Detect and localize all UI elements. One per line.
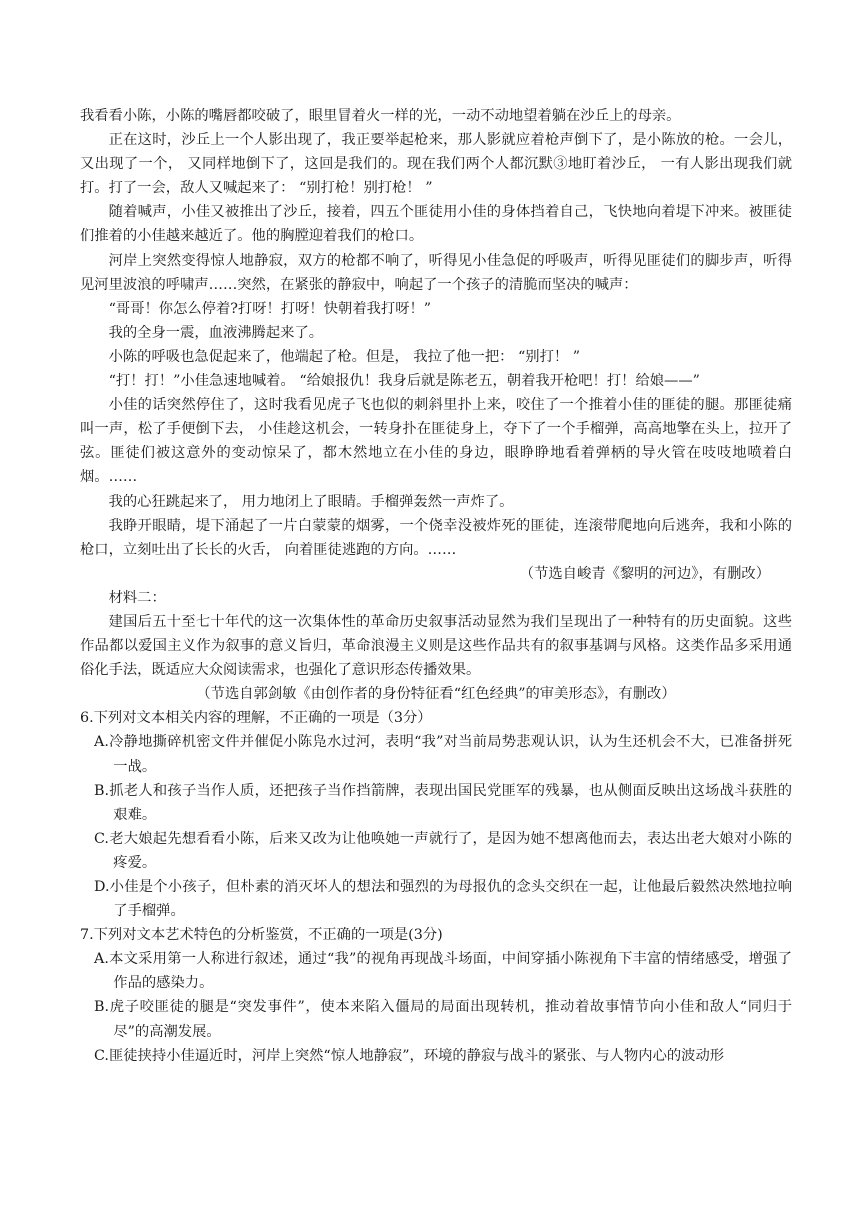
question-7: [80, 923, 792, 1068]
question-6-option-a: A.冷静地撕碎机密文件并催促小陈凫水过河，表明“我”对当前局势悲观认识，认为生还机会不大，已准备拼死一战。: [94, 734, 792, 775]
material-2-text: 建国后五十至七十年代的这一次集体性的革命历史叙事活动显然为我们呈现出了一种特有的历史面貌。这些作品都以爱国主义作为叙事的意义旨归，革命浪漫主义则是这些作品共有的叙事基调与风格。这类作品多采用通俗化手法，既适应大众阅读需求，也强化了意识形态传播效果。: [80, 613, 792, 679]
passage-paragraph-11: 我睁开眼睛，堤下涌起了一片白蒙蒙的烟雾，一个侥幸没被炸死的匪徒，连滚带爬地向后逃奔，我和小陈的枪口，立刻吐出了长长的火舌， 向着匪徒逃跑的方向。……: [80, 517, 792, 558]
question-6-option-b: B.抓老人和孩子当作人质，还把孩子当作挡箭牌，表现出国民党匪军的残暴，也从侧面反映出这场战斗获胜的艰难。: [94, 782, 792, 823]
question-6-stem: 6.下列对文本相关内容的理解，不正确的一项是（3分）: [80, 710, 432, 727]
document-page: [80, 104, 792, 1068]
question-6: [80, 706, 792, 923]
question-7-option-b: B.虎子咬匪徒的腿是“突发事件”，使本来陷入僵局的局面出现转机，推动着故事情节向小佳和敌人“同归于尽”的高潮发展。: [94, 999, 792, 1040]
passage-paragraph-2: 正在这时，沙丘上一个人影出现了，我正要举起枪来，那人影就应着枪声倒下了，是小陈放的枪。一会儿，又出现了一个， 又同样地倒下了，这回是我们的。现在我们两个人都沉默③地盯着沙丘， 一有人影出现我们就打。打了一会，敌人又喊起来了： “别打枪！别打枪！ ”: [80, 132, 792, 197]
material-2-heading: 材料二：: [108, 589, 166, 606]
passage-paragraph-1: 我看看小陈，小陈的嘴唇都咬破了，眼里冒着火一样的光，一动不动地望着躺在沙丘上的母亲。: [80, 108, 681, 124]
question-7-option-a: A.本文采用第一人称进行叙述，通过“我”的视角再现战斗场面，中间穿插小陈视角下丰富的情绪感受，增强了作品的感染力。: [94, 951, 792, 992]
question-7-stem: 7.下列对文本艺术特色的分析鉴赏，不正确的一项是(3分): [80, 927, 443, 944]
source-citation-1: （节选自峻青《黎明的河边》，有删改）: [519, 565, 770, 582]
question-6-option-c: C.老大娘起先想看看小陈，后来又改为让他唤她一声就行了，是因为她不想离他而去，表达出老大娘对小陈的疼爱。: [94, 830, 792, 871]
passage-paragraph-10: 我的心狂跳起来了， 用力地闭上了眼睛。手榴弹轰然一声炸了。: [108, 493, 514, 510]
passage-paragraph-7: 小陈的呼吸也急促起来了，他端起了枪。但是， 我拉了他一把： “别打！ ”: [108, 348, 581, 365]
passage-paragraph-4: 河岸上突然变得惊人地静寂，双方的枪都不响了，听得见小佳急促的呼吸声，听得见匪徒们的脚步声，听得见河里波浪的呼啸声……突然，在紧张的静寂中，响起了一个孩子的清脆而坚决的喊声：: [80, 252, 792, 293]
passage-paragraph-6: 我的全身一震，血液沸腾起来了。: [108, 324, 324, 341]
question-6-option-d: D.小佳是个小孩子，但朴素的消灭坏人的想法和强烈的为母报仇的念头交织在一起，让他最后毅然决然地拉响了手榴弹。: [94, 879, 792, 920]
passage-paragraph-8: “打！打！”小佳急速地喊着。 “给娘报仇！我身后就是陈老五，朝着我开枪吧！打！给娘——”: [108, 373, 700, 390]
passage-paragraph-3: 随着喊声，小佳又被推出了沙丘，接着，四五个匪徒用小佳的身体挡着自己，飞快地向着堤下冲来。被匪徒们推着的小佳越来越近了。他的胸膛迎着我们的枪口。: [80, 204, 792, 245]
passage-paragraph-9: 小佳的话突然停住了，这时我看见虎子飞也似的刺斜里扑上来，咬住了一个推着小佳的匪徒的腿。那匪徒痛叫一声，松了手便倒下去， 小佳趁这机会，一转身扑在匪徒身上，夺下了一个手榴弹，高高地擎在头上，拉开了弦。匪徒们被这意外的变动惊呆了，都木然地立在小佳的身边，眼睁睁地看着弹柄的导火管在吱吱地喷着白烟。……: [80, 397, 792, 486]
question-7-option-c: C.匪徒挟持小佳逼近时，河岸上突然“惊人地静寂”，环境的静寂与战斗的紧张、与人物内心的波动形: [94, 1047, 725, 1064]
source-citation-2: （节选自郭剑敏《由创作者的身份特征看“红色经典”的审美形态》，有删改）: [196, 686, 676, 703]
passage-paragraph-5: “哥哥！你怎么停着?打呀！打呀！快朝着我打呀！”: [108, 300, 432, 317]
